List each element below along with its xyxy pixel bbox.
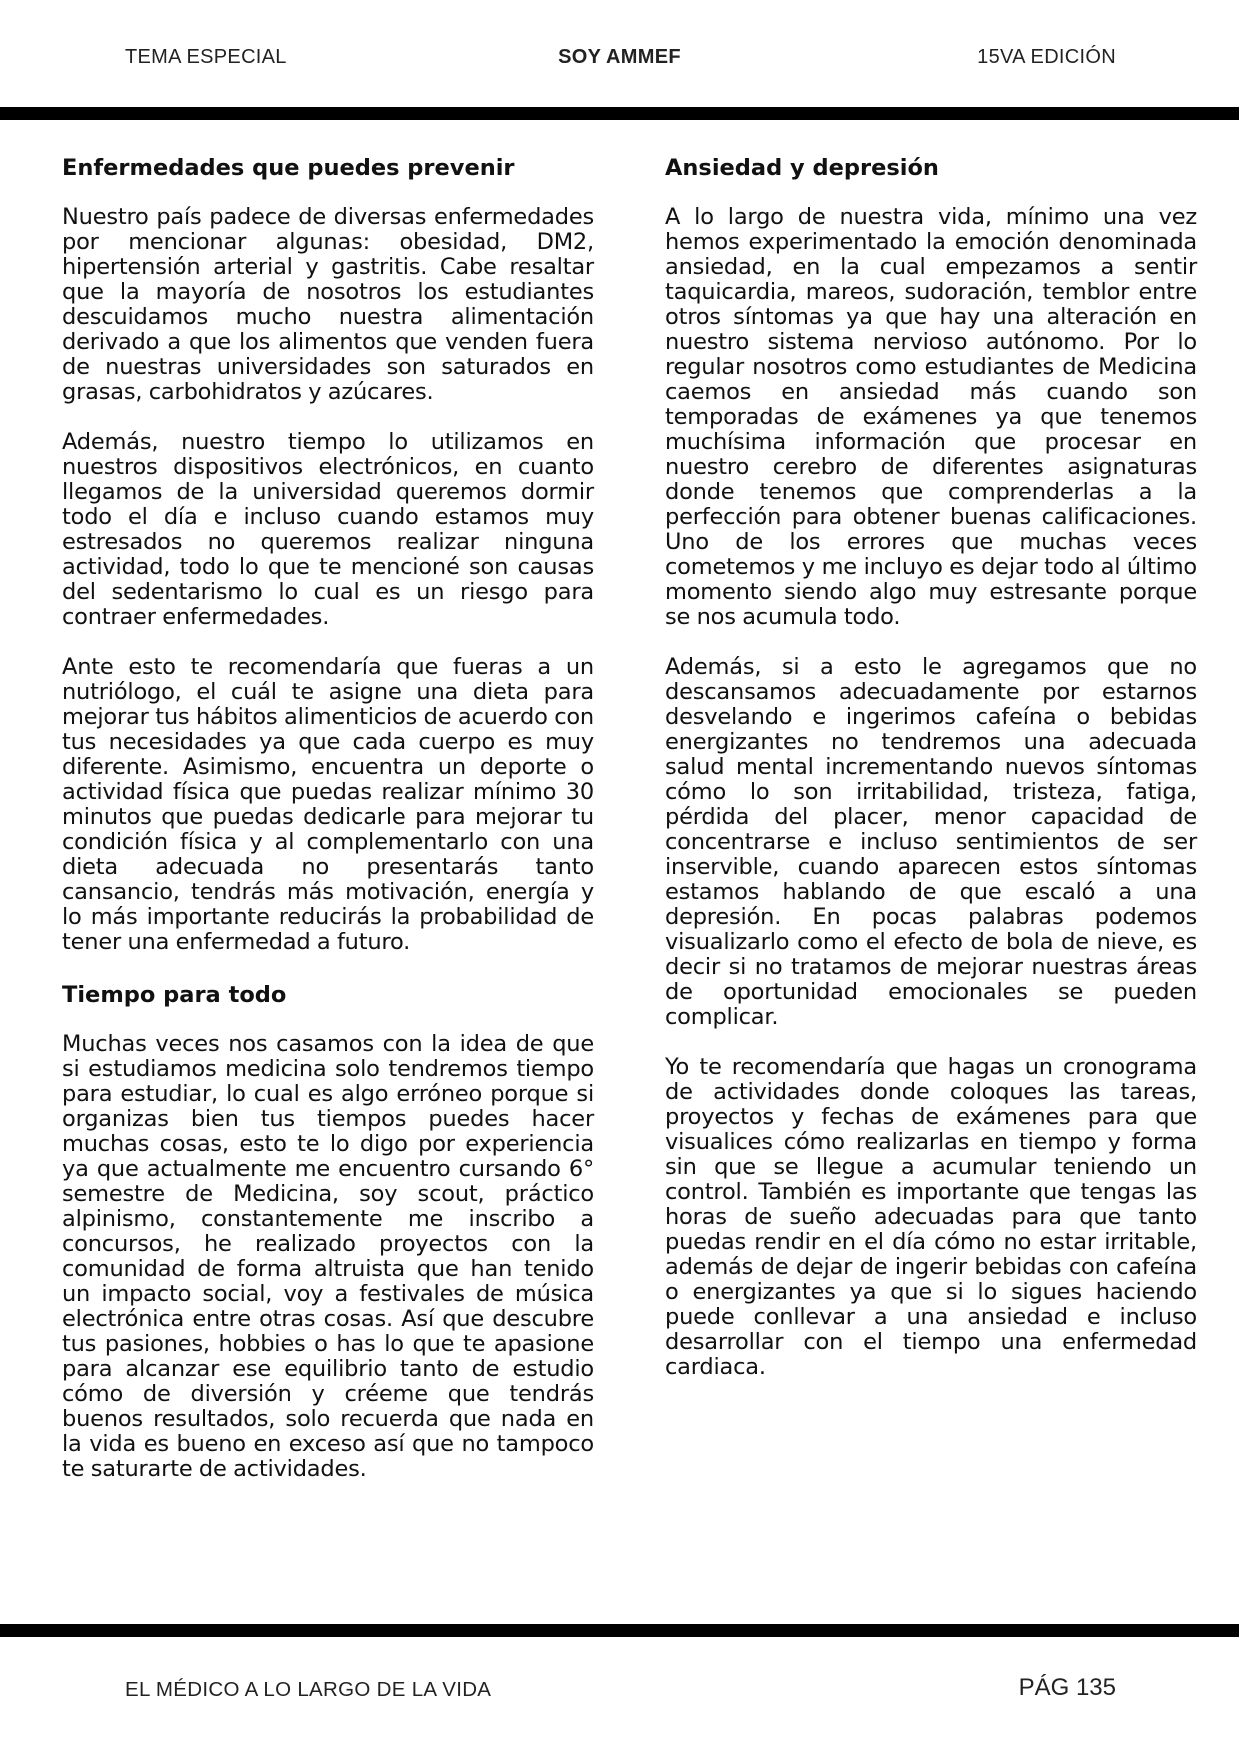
section-footer-label: EL MÉDICO A LO LARGO DE LA VIDA: [125, 1678, 492, 1701]
paragraph: Además, nuestro tiempo lo utilizamos en nuestros dispositivos electrónicos, en cuanto llegamos de la universidad queremos dormir todo el día e incluso cuando estamos muy estresados no queremos realizar ninguna actividad, todo lo que te mencioné son causas del sedentarismo lo cual es un riesgo para contraer enfermedades.: [62, 429, 594, 630]
paragraph: Nuestro país padece de diversas enfermedades por mencionar algunas: obesidad, DM2, hipertensión arterial y gastritis. Cabe resaltar que la mayoría de nosotros los estudiantes descuidamos mucho nuestra alimentación derivado a que los alimentos que venden fuera de nuestras universidades son saturados en grasas, carbohidratos y azúcares.: [62, 204, 594, 405]
left-column: [62, 153, 594, 1507]
paragraph: Ante esto te recomendaría que fueras a un nutriólogo, el cuál te asigne una dieta para mejorar tus hábitos alimenticios de acuerdo con tus necesidades ya que cada cuerpo es muy diferente. Asimismo, encuentra un deporte o actividad física que puedas realizar mínimo 30 minutos que puedas dedicarle para mejorar tu condición física y al complementarlo con una dieta adecuada no presentarás tanto cansancio, tendrás más motivación, energía y lo más importante reducirás la probabilidad de tener una enfermedad a futuro.: [62, 654, 594, 955]
paragraph: Yo te recomendaría que hagas un cronograma de actividades donde coloques las tareas, proyectos y fechas de exámenes para que visualices cómo realizarlas en tiempo y forma sin que se llegue a acumular teniendo un control. También es importante que tengas las horas de sueño adecuadas para que tanto puedas rendir en el día cómo no estar irritable, además de dejar de ingerir bebidas con cafeína o energizantes ya que si lo sigues haciendo puede conllevar a una ansiedad e incluso desarrollar con el tiempo una enfermedad cardiaca.: [665, 1054, 1197, 1380]
paragraph: Muchas veces nos casamos con la idea de que si estudiamos medicina solo tendremos tiempo para estudiar, lo cual es algo erróneo porque si organizas bien tus tiempos puedes hacer muchas cosas, esto te lo digo por experiencia ya que actualmente me encuentro cursando 6° semestre de Medicina, soy scout, práctico alpinismo, constantemente me inscribo a concursos, he realizado proyectos con la comunidad de forma altruista que han tenido un impacto social, voy a festivales de música electrónica entre otras cosas. Así que descubre tus pasiones, hobbies o has lo que te apasione para alcanzar ese equilibrio tanto de estudio cómo de diversión y créeme que tendrás buenos resultados, solo recuerda que nada en la vida es bueno en exceso así que no tampoco te saturarte de actividades.: [62, 1031, 594, 1482]
header-divider: [0, 107, 1239, 120]
magazine-title: SOY AMMEF: [558, 46, 681, 68]
page-footer: [0, 1674, 1239, 1706]
page-number: PÁG 135: [1018, 1674, 1116, 1701]
page-header: [0, 46, 1239, 76]
footer-divider: [0, 1624, 1239, 1637]
right-column: [665, 153, 1197, 1405]
section-label: TEMA ESPECIAL: [125, 46, 287, 68]
paragraph: A lo largo de nuestra vida, mínimo una vez hemos experimentado la emoción denominada ansiedad, en la cual empezamos a sentir taquicardia, mareos, sudoración, temblor entre otros síntomas ya que hay una alteración en nuestro sistema nervioso autónomo. Por lo regular nosotros como estudiantes de Medicina caemos en ansiedad más cuando son temporadas de exámenes ya que tenemos muchísima información que procesar en nuestro cerebro de diferentes asignaturas donde tenemos que comprenderlas a la perfección para obtener buenas calificaciones. Uno de los errores que muchas veces cometemos y me incluyo es dejar todo al último momento siendo algo muy estresante porque se nos acumula todo.: [665, 204, 1197, 630]
edition-label: 15VA EDICIÓN: [977, 46, 1116, 68]
heading-prevent-diseases: Enfermedades que puedes prevenir: [62, 155, 515, 181]
heading-time-for-everything: Tiempo para todo: [62, 982, 287, 1008]
heading-anxiety-depression: Ansiedad y depresión: [665, 155, 939, 181]
paragraph: Además, si a esto le agregamos que no descansamos adecuadamente por estarnos desvelando e ingerimos cafeína o bebidas energizantes no tendremos una adecuada salud mental incrementando nuevos síntomas cómo lo son irritabilidad, tristeza, fatiga, pérdida del placer, menor capacidad de concentrarse e incluso sentimientos de ser inservible, cuando aparecen estos síntomas estamos hablando de que escaló a una depresión. En pocas palabras podemos visualizarlo como el efecto de bola de nieve, es decir si no tratamos de mejorar nuestras áreas de oportunidad emocionales se pueden complicar.: [665, 654, 1197, 1030]
